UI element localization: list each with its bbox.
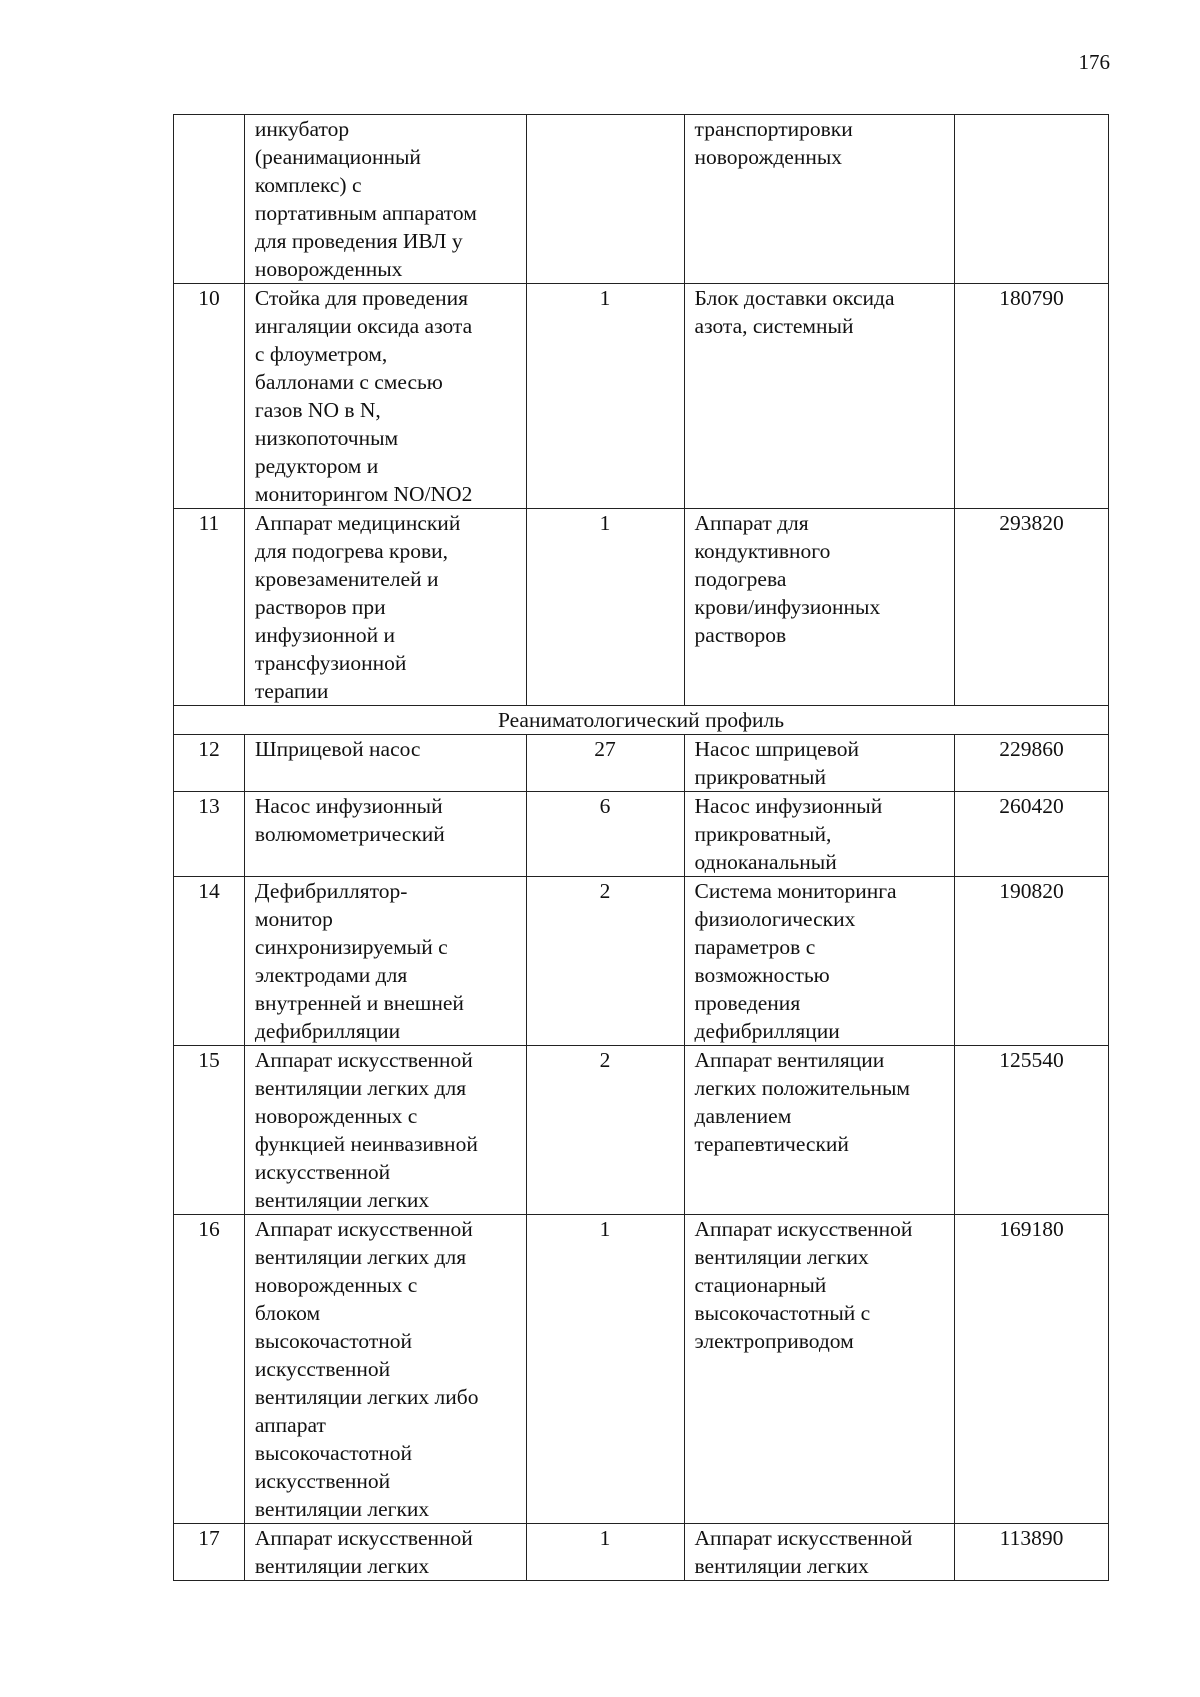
item-code-text: 125540	[999, 1048, 1064, 1072]
item-name-cell	[244, 509, 526, 706]
item-number-cell	[174, 792, 245, 877]
item-code-cell	[955, 1046, 1109, 1215]
item-quantity-cell	[526, 1215, 684, 1524]
item-code-cell	[955, 284, 1109, 509]
item-quantity-text: 2	[599, 879, 611, 903]
item-number-text: 15	[198, 1048, 220, 1072]
item-name-cell	[244, 1215, 526, 1524]
item-quantity-cell	[526, 877, 684, 1046]
item-number-text: 17	[198, 1526, 220, 1550]
item-analog-text: Насос шприцевой прикроватный	[694, 737, 859, 789]
equipment-table-body	[174, 115, 1109, 1581]
item-analog-text: Насос инфузионный прикроватный, одноканальный	[694, 794, 883, 874]
table-row	[174, 1215, 1109, 1524]
item-quantity-cell	[526, 792, 684, 877]
item-name-text: Шприцевой насос	[254, 737, 421, 761]
table-row	[174, 115, 1109, 284]
table-row	[174, 1046, 1109, 1215]
table-row	[174, 509, 1109, 706]
item-code-text: 293820	[999, 511, 1064, 535]
item-code-cell	[955, 792, 1109, 877]
item-number-cell	[174, 877, 245, 1046]
item-name-cell	[244, 1524, 526, 1581]
item-name-cell	[244, 284, 526, 509]
item-number-text: 13	[198, 794, 220, 818]
section-header-row	[174, 706, 1109, 735]
item-analog-cell	[684, 1046, 954, 1215]
table-row	[174, 877, 1109, 1046]
item-number-text: 10	[198, 286, 220, 310]
table-row	[174, 284, 1109, 509]
item-analog-text: Блок доставки оксида азота, системный	[694, 286, 895, 338]
item-code-cell	[955, 735, 1109, 792]
item-analog-cell	[684, 115, 954, 284]
item-number-cell	[174, 1046, 245, 1215]
item-code-cell	[955, 509, 1109, 706]
item-code-text: 169180	[999, 1217, 1064, 1241]
item-quantity-text: 1	[599, 1217, 611, 1241]
item-quantity-cell	[526, 735, 684, 792]
item-analog-cell	[684, 735, 954, 792]
item-quantity-text: 27	[594, 737, 616, 761]
item-name-text: инкубатор (реанимационный комплекс) с портативным аппаратом для проведения ИВЛ у новорожденных	[254, 117, 477, 281]
item-code-cell	[955, 1524, 1109, 1581]
item-analog-cell	[684, 284, 954, 509]
section-title: Реаниматологический профиль	[174, 706, 1109, 735]
item-number-text: 11	[198, 511, 220, 535]
item-analog-cell	[684, 792, 954, 877]
item-name-cell	[244, 735, 526, 792]
item-analog-text: Аппарат искусственной вентиляции легких	[694, 1526, 913, 1578]
item-code-cell	[955, 877, 1109, 1046]
item-code-text: 190820	[999, 879, 1064, 903]
item-code-text: 113890	[999, 1526, 1064, 1550]
item-quantity-text: 1	[599, 286, 611, 310]
item-number-text: 12	[198, 737, 220, 761]
item-name-text: Аппарат медицинский для подогрева крови, кровезаменителей и растворов при инфузионной и трансфузионной терапии	[254, 511, 461, 703]
item-code-text: 180790	[999, 286, 1064, 310]
item-analog-text: транспортировки новорожденных	[694, 117, 853, 169]
item-name-cell	[244, 792, 526, 877]
item-quantity-cell	[526, 1046, 684, 1215]
item-number-cell	[174, 284, 245, 509]
item-number-cell	[174, 735, 245, 792]
item-code-text: 260420	[999, 794, 1064, 818]
item-number-text: 16	[198, 1217, 220, 1241]
table-row	[174, 735, 1109, 792]
item-name-text: Аппарат искусственной вентиляции легких для новорожденных с функцией неинвазивной искусственной вентиляции легких	[254, 1048, 478, 1212]
item-name-cell	[244, 1046, 526, 1215]
item-code-text: 229860	[999, 737, 1064, 761]
item-analog-cell	[684, 509, 954, 706]
item-name-text: Дефибриллятор- монитор синхронизируемый с электродами для внутренней и внешней дефибрилляции	[254, 879, 464, 1043]
table-row	[174, 792, 1109, 877]
item-analog-text: Аппарат вентиляции легких положительным давлением терапевтический	[694, 1048, 911, 1156]
item-analog-cell	[684, 1215, 954, 1524]
item-quantity-text: 1	[599, 511, 611, 535]
item-analog-text: Аппарат искусственной вентиляции легких стационарный высокочастотный с электроприводом	[694, 1217, 913, 1353]
item-analog-cell	[684, 1524, 954, 1581]
item-code-cell	[955, 1215, 1109, 1524]
equipment-table	[173, 114, 1109, 1581]
table-row	[174, 1524, 1109, 1581]
item-number-cell	[174, 509, 245, 706]
page-number: 176	[1078, 50, 1110, 74]
item-name-cell	[244, 115, 526, 284]
item-analog-text: Система мониторинга физиологических параметров с возможностью проведения дефибрилляции	[694, 879, 897, 1043]
item-number-cell	[174, 1524, 245, 1581]
item-name-text: Аппарат искусственной вентиляции легких для новорожденных с блоком высокочастотной искусственной вентиляции легких либо аппарат высокочастотной искусственной вентиляции легких	[254, 1217, 479, 1521]
item-quantity-cell	[526, 115, 684, 284]
item-code-cell	[955, 115, 1109, 284]
item-analog-cell	[684, 877, 954, 1046]
item-number-text: 14	[198, 879, 220, 903]
item-quantity-cell	[526, 284, 684, 509]
item-quantity-text: 6	[599, 794, 611, 818]
item-name-text: Насос инфузионный волюмометрический	[254, 794, 445, 846]
item-quantity-cell	[526, 509, 684, 706]
item-name-text: Аппарат искусственной вентиляции легких	[254, 1526, 473, 1578]
item-number-cell	[174, 115, 245, 284]
item-number-cell	[174, 1215, 245, 1524]
item-quantity-cell	[526, 1524, 684, 1581]
item-name-text: Стойка для проведения ингаляции оксида азота с флоуметром, баллонами с смесью газов NO в N, низкопоточным редуктором и мониторингом NO/NO2	[254, 286, 473, 506]
item-name-cell	[244, 877, 526, 1046]
item-quantity-text: 1	[599, 1526, 611, 1550]
item-analog-text: Аппарат для кондуктивного подогрева крови/инфузионных растворов	[694, 511, 881, 647]
item-quantity-text: 2	[599, 1048, 611, 1072]
